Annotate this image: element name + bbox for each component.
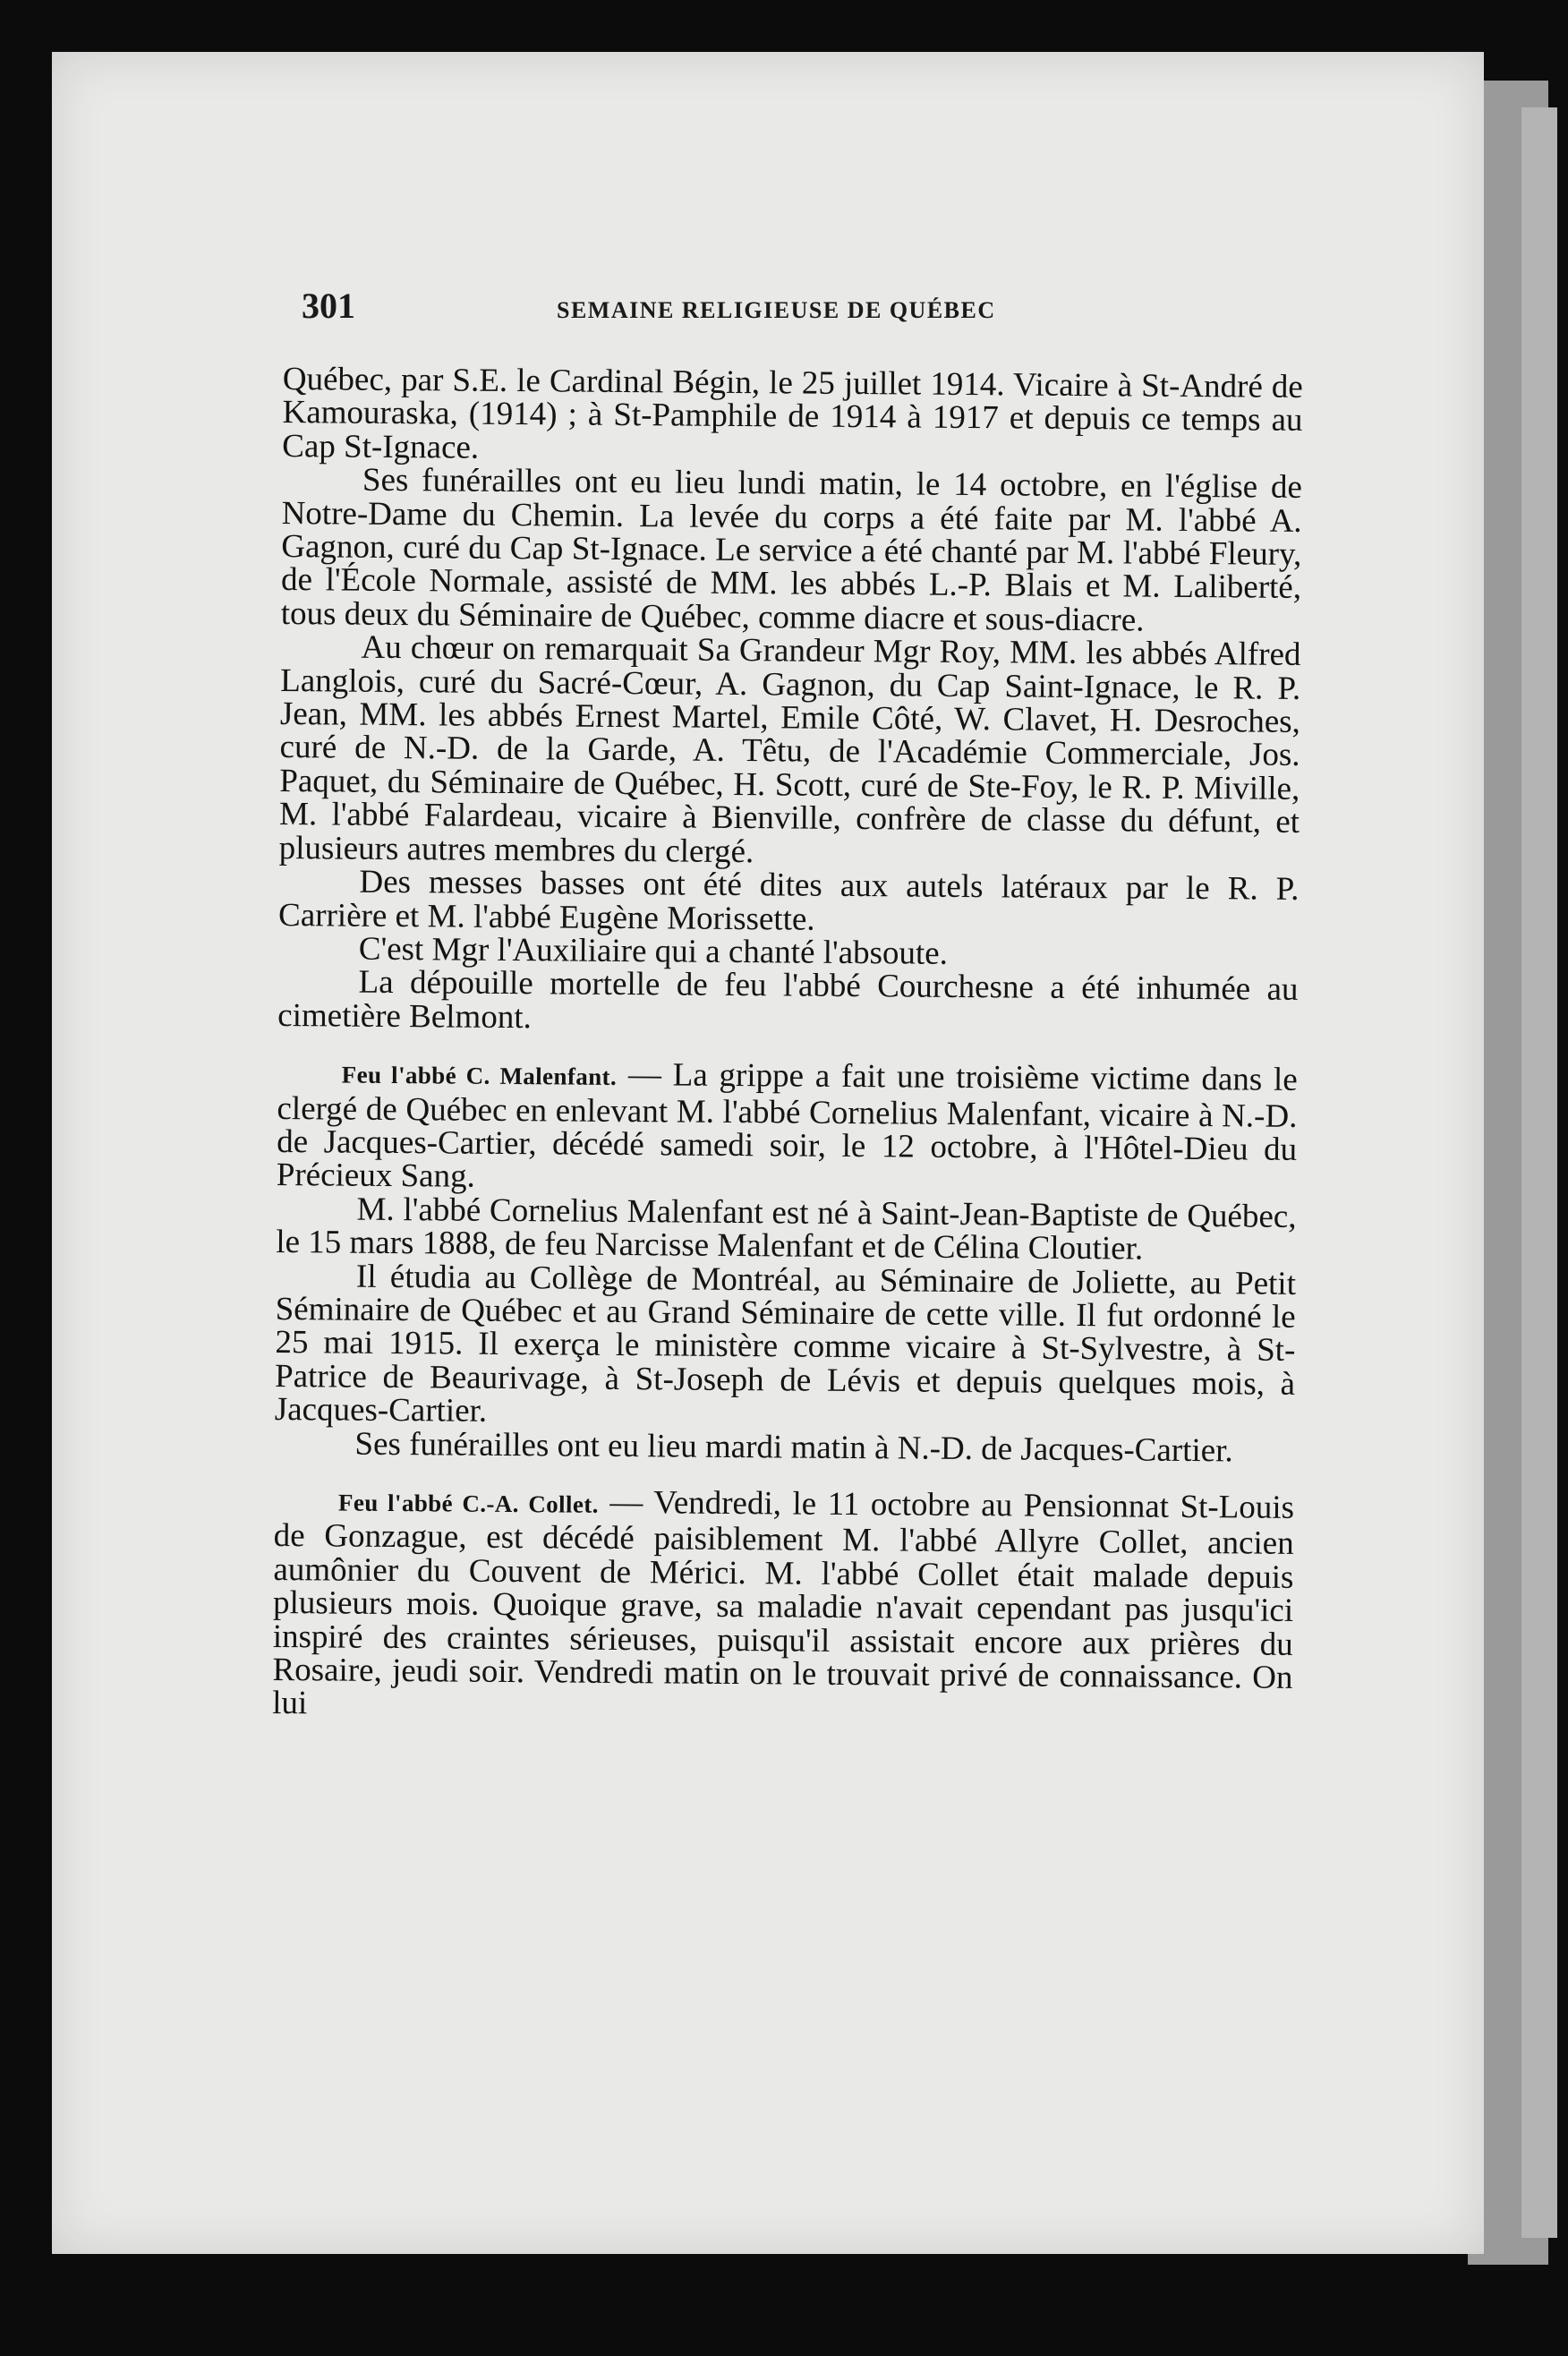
- paragraph: Des messes basses ont été dites aux autels latéraux par le R. P. Carrière et M. l'abbé Eugène Morissette.: [277, 863, 1300, 938]
- paragraph: Québec, par S.E. le Cardinal Bégin, le 25 juillet 1914. Vicaire à St-André de Kamouraska, (1914) ; à St-Pamphile de 1914 à 1917 et depuis ce temps au Cap St-Ignace.: [282, 361, 1303, 466]
- paragraph: Ses funérailles ont eu lieu mardi matin à N.-D. de Jacques-Cartier.: [354, 1425, 1233, 1469]
- paragraph: Au chœur on remarquait Sa Grandeur Mgr Roy, MM. les abbés Alfred Langlois, curé du Sacré-Cœur, A. Gagnon, du Cap Saint-Ignace, le R. P. Jean, MM. les abbés Ernest Martel, Emile Côté, W. Clavet, H. Desroches, curé de N.-D. de la Garde, A. Têtu, de l'Académie Commerciale, Jos. Paquet, du Séminaire de Québec, H. Scott, curé de Ste-Foy, le R. P. Miville, M. l'abbé Falardeau, vicaire à Bienville, confrère de classe du défunt, et plusieurs autres membres du clergé.: [278, 628, 1301, 870]
- paragraph: M. l'abbé Cornelius Malenfant est né à Saint-Jean-Baptiste de Québec, le 15 mars 1888, de feu Narcisse Malenfant et de Célina Cloutier.: [276, 1191, 1297, 1268]
- paragraph: C'est Mgr l'Auxiliaire qui a chanté l'absoute.: [358, 930, 949, 972]
- obituary-collet: [272, 1483, 1294, 1729]
- obituary-malenfant: [277, 1055, 1298, 1200]
- obituary-heading: Feu l'abbé C. Malenfant.: [341, 1061, 618, 1091]
- obituary-heading: Feu l'abbé C.-A. Collet.: [337, 1489, 599, 1518]
- obituary-intro: — Vendredi, le 11 octobre au Pensionnat St-Louis de Gonzague, est décédé paisiblement M. l'abbé Allyre Collet, ancien aumônier du Couvent de Mérici. M. l'abbé Collet était malade depuis plusieurs mois. Quoique grave, sa maladie n'avait cependant pas jusqu'ici inspiré des craintes sérieuses, puisqu'il assistait encore aux prières du Rosaire, jeudi soir. Vendredi matin on le trouvait privé de connaissance. On lui: [272, 1483, 1295, 1722]
- running-head: [302, 285, 1340, 329]
- paragraph: La dépouille mortelle de feu l'abbé Courchesne a été inhumée au cimetière Belmont.: [277, 963, 1299, 1036]
- paragraph: Ses funérailles ont eu lieu lundi matin, le 14 octobre, en l'église de Notre-Dame du Chemin. La levée du corps a été faite par M. l'abbé A. Gagnon, curé du Cap St-Ignace. Le service a été chanté par M. l'abbé Fleury, de l'École Normale, assisté de MM. les abbés L.-P. Blais et M. Laliberté, tous deux du Séminaire de Québec, comme diacre et sous-diacre.: [280, 461, 1303, 639]
- obituary-intro: — La grippe a fait une troisième victime dans le clergé de Québec en enlevant M. l'abbé Cornelius Malenfant, vicaire à N.-D. de Jacques-Cartier, décédé samedi soir, le 12 octobre, à l'Hôtel-Dieu du Précieux Sang.: [276, 1056, 1298, 1196]
- page-number: 301: [302, 286, 355, 326]
- text-body: [272, 363, 1303, 1729]
- paragraph: Il étudia au Collège de Montréal, au Séminaire de Joliette, au Petit Séminaire de Québec et au Grand Séminaire de cette ville. Il fut ordonné le 25 mai 1915. Il exerça le ministère comme vicaire à St-Sylvestre, à St-Patrice de Beaurivage, à St-Joseph de Lévis et depuis quelques mois, à Jacques-Cartier.: [274, 1258, 1297, 1430]
- journal-title: SEMAINE RELIGIEUSE DE QUÉBEC: [557, 297, 996, 323]
- back-sheet-edge-inner: [1521, 107, 1557, 2238]
